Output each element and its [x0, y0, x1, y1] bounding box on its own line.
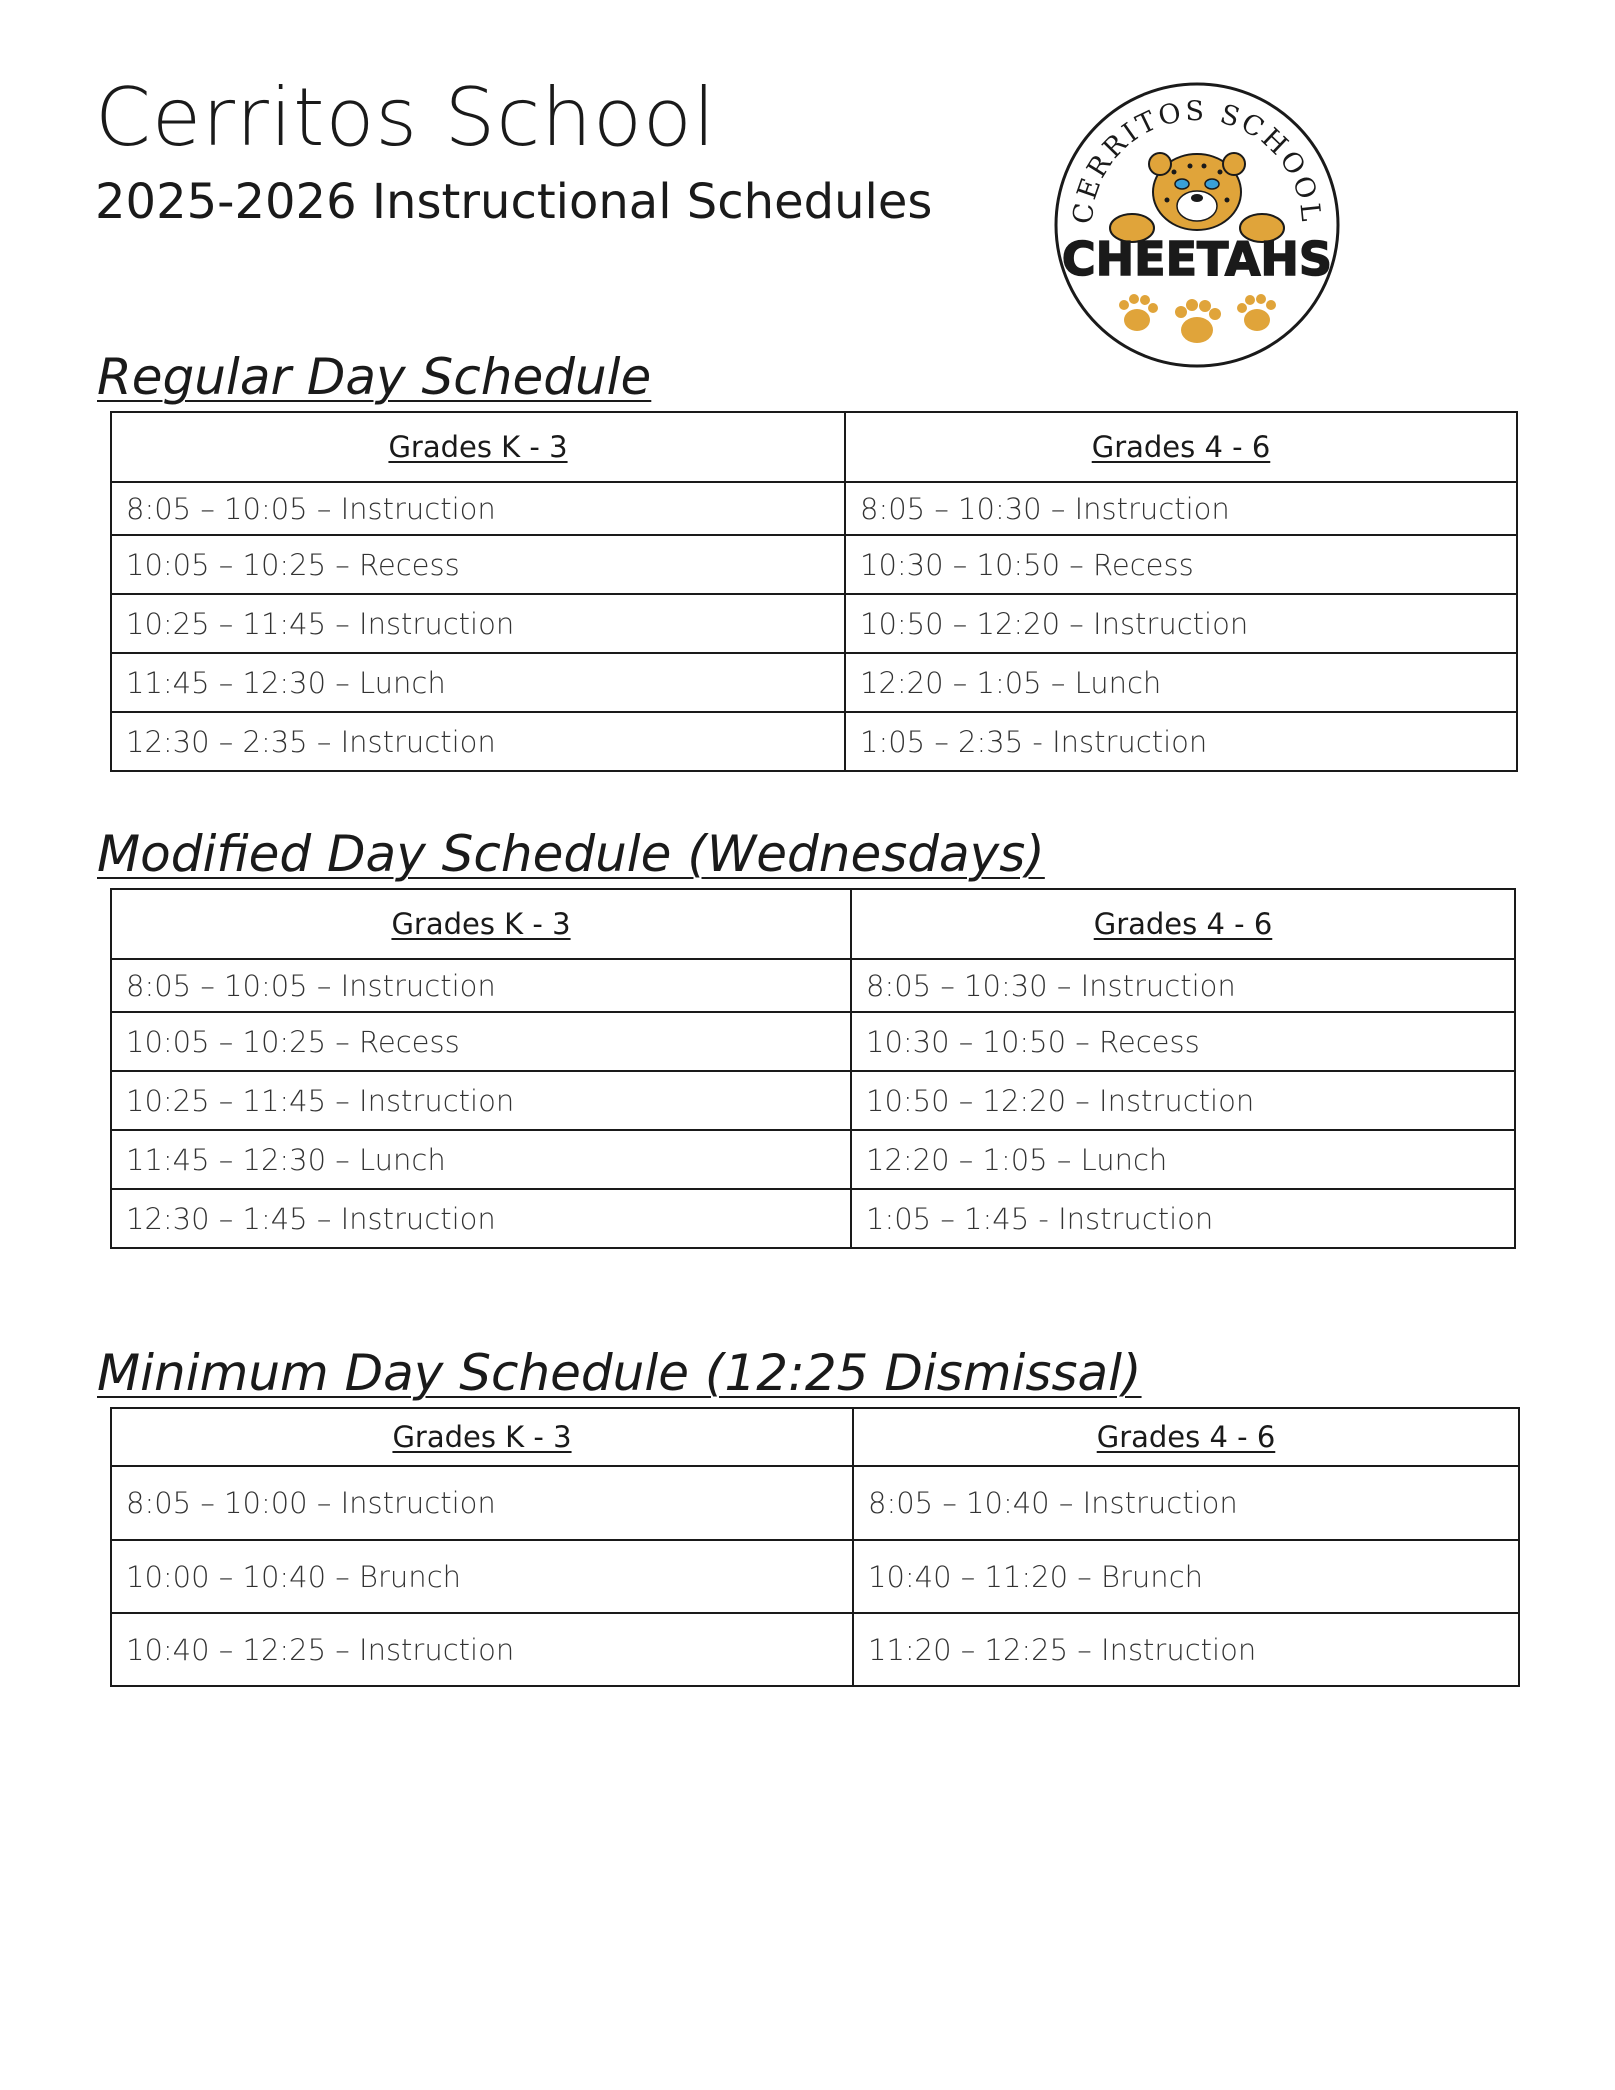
schedule-cell: 10:25 – 11:45 – Instruction [111, 594, 845, 653]
schedule-cell: 10:40 – 11:20 – Brunch [853, 1540, 1519, 1613]
schedule-cell: 8:05 – 10:00 – Instruction [111, 1466, 853, 1540]
schedule-cell: 8:05 – 10:30 – Instruction [851, 959, 1515, 1012]
column-header-k3: Grades K - 3 [111, 412, 845, 482]
schedule-cell: 1:05 – 1:45 - Instruction [851, 1189, 1515, 1248]
schedule-cell: 10:00 – 10:40 – Brunch [111, 1540, 853, 1613]
table-row [111, 959, 1515, 1012]
schedule-cell: 11:45 – 12:30 – Lunch [111, 1130, 851, 1189]
schedule-cell: 11:20 – 12:25 – Instruction [853, 1613, 1519, 1686]
table-row [111, 1613, 1519, 1686]
schedule-cell: 10:30 – 10:50 – Recess [845, 535, 1517, 594]
modified-schedule-table [110, 888, 1516, 1249]
schedule-cell: 8:05 – 10:05 – Instruction [111, 959, 851, 1012]
table-row [111, 1189, 1515, 1248]
table-row [111, 1071, 1515, 1130]
column-header-4-6: Grades 4 - 6 [853, 1408, 1519, 1466]
column-header-4-6: Grades 4 - 6 [851, 889, 1515, 959]
schedule-cell: 8:05 – 10:40 – Instruction [853, 1466, 1519, 1540]
table-row [111, 653, 1517, 712]
minimum-schedule-title: Minimum Day Schedule (12:25 Dismissal) [97, 1344, 1142, 1402]
schedule-cell: 12:30 – 2:35 – Instruction [111, 712, 845, 771]
schedule-cell: 1:05 – 2:35 - Instruction [845, 712, 1517, 771]
schedule-subtitle: 2025-2026 Instructional Schedules [95, 174, 933, 230]
regular-schedule-title: Regular Day Schedule [97, 348, 652, 406]
schedule-cell: 10:40 – 12:25 – Instruction [111, 1613, 853, 1686]
table-row [111, 594, 1517, 653]
schedule-cell: 12:30 – 1:45 – Instruction [111, 1189, 851, 1248]
table-row [111, 535, 1517, 594]
schedule-cell: 8:05 – 10:30 – Instruction [845, 482, 1517, 535]
cheetahs-logo [1052, 80, 1342, 370]
schedule-cell: 12:20 – 1:05 – Lunch [851, 1130, 1515, 1189]
logo-mascot-text: CHEETAHS [1061, 232, 1333, 286]
school-name: Cerritos School [95, 71, 717, 164]
schedule-cell: 10:05 – 10:25 – Recess [111, 535, 845, 594]
table-row [111, 482, 1517, 535]
column-header-4-6: Grades 4 - 6 [845, 412, 1517, 482]
schedule-cell: 11:45 – 12:30 – Lunch [111, 653, 845, 712]
modified-schedule-title: Modified Day Schedule (Wednesdays) [97, 825, 1045, 883]
logo-arc-text: CERRITOS SCHOOL [1067, 95, 1327, 226]
schedule-cell: 10:30 – 10:50 – Recess [851, 1012, 1515, 1071]
minimum-schedule-table [110, 1407, 1520, 1687]
table-row [111, 1130, 1515, 1189]
schedule-cell: 10:50 – 12:20 – Instruction [845, 594, 1517, 653]
schedule-cell: 12:20 – 1:05 – Lunch [845, 653, 1517, 712]
schedule-cell: 10:05 – 10:25 – Recess [111, 1012, 851, 1071]
column-header-k3: Grades K - 3 [111, 889, 851, 959]
table-row [111, 1012, 1515, 1071]
regular-schedule-table [110, 411, 1518, 772]
table-row [111, 712, 1517, 771]
schedule-cell: 10:25 – 11:45 – Instruction [111, 1071, 851, 1130]
table-row [111, 1466, 1519, 1540]
table-row [111, 1540, 1519, 1613]
column-header-k3: Grades K - 3 [111, 1408, 853, 1466]
schedule-cell: 10:50 – 12:20 – Instruction [851, 1071, 1515, 1130]
schedule-cell: 8:05 – 10:05 – Instruction [111, 482, 845, 535]
